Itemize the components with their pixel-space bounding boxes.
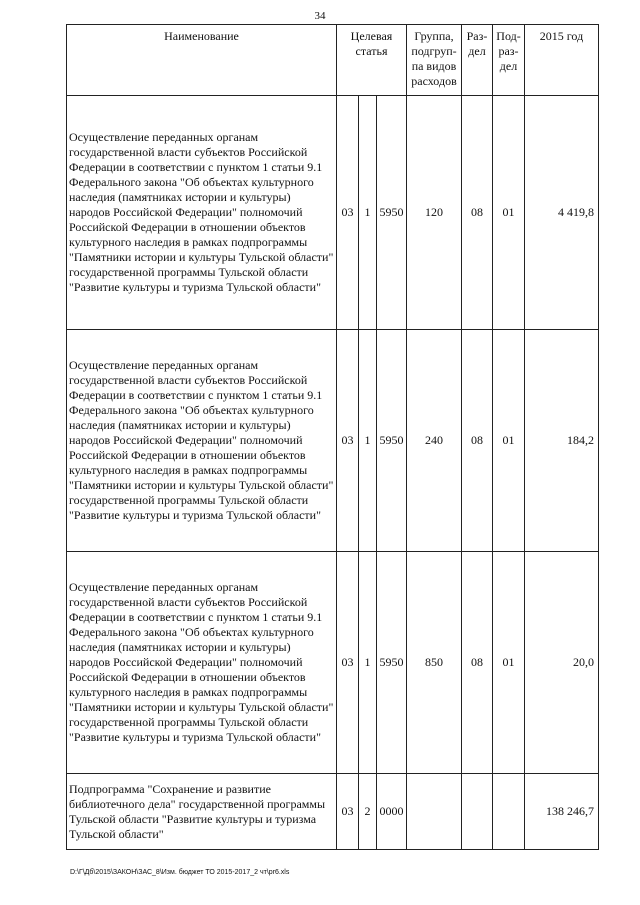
row-group: 240 [407, 330, 462, 552]
header-group: Группа, подгруп-па видов расходов [407, 25, 462, 96]
row-code2: 2 [359, 774, 377, 850]
header-subsection: Под-раз-дел [493, 25, 525, 96]
row-amount: 4 419,8 [525, 96, 599, 330]
row-section: 08 [462, 552, 493, 774]
header-name: Наименование [67, 25, 337, 96]
table-row [67, 96, 599, 330]
header-section: Раз-дел [462, 25, 493, 96]
table-row [67, 330, 599, 552]
row-name: Подпрограмма "Сохранение и развитие библиотечного дела" государственной программы Тульской области "Развитие культуры и туризма Тульской области" [67, 774, 337, 850]
row-name: Осуществление переданных органам государственной власти субъектов Российской Федерации в соответствии с пунктом 1 статьи 9.1 Федерального закона "Об объектах культурного наследия (памятниках истории и культуры) народов Российской Федерации" полномочий Российской Федерации в отношении объектов культурного наследия в рамках подпрограммы "Памятники истории и культуры Тульской области" государственной программы Тульской области "Развитие культуры и туризма Тульской области" [67, 552, 337, 774]
row-section [462, 774, 493, 850]
row-subsection: 01 [493, 552, 525, 774]
table-header-row [67, 25, 599, 96]
table-row [67, 774, 599, 850]
row-amount: 138 246,7 [525, 774, 599, 850]
row-subsection [493, 774, 525, 850]
row-code1: 03 [337, 330, 359, 552]
row-group: 850 [407, 552, 462, 774]
table-row [67, 552, 599, 774]
row-name: Осуществление переданных органам государственной власти субъектов Российской Федерации в соответствии с пунктом 1 статьи 9.1 Федерального закона "Об объектах культурного наследия (памятниках истории и культуры) народов Российской Федерации" полномочий Российской Федерации в отношении объектов культурного наследия в рамках подпрограммы "Памятники истории и культуры Тульской области" государственной программы Тульской области "Развитие культуры и туризма Тульской области" [67, 330, 337, 552]
row-section: 08 [462, 96, 493, 330]
row-subsection: 01 [493, 330, 525, 552]
page-number: 34 [314, 10, 326, 22]
row-name: Осуществление переданных органам государственной власти субъектов Российской Федерации в соответствии с пунктом 1 статьи 9.1 Федерального закона "Об объектах культурного наследия (памятниках истории и культуры) народов Российской Федерации" полномочий Российской Федерации в отношении объектов культурного наследия в рамках подпрограммы "Памятники истории и культуры Тульской области" государственной программы Тульской области "Развитие культуры и туризма Тульской области" [67, 96, 337, 330]
row-code3: 5950 [377, 552, 407, 774]
row-code1: 03 [337, 774, 359, 850]
row-code2: 1 [359, 96, 377, 330]
budget-table [66, 24, 599, 850]
row-group [407, 774, 462, 850]
row-code2: 1 [359, 552, 377, 774]
row-code3: 5950 [377, 330, 407, 552]
header-year: 2015 год [525, 25, 599, 96]
row-section: 08 [462, 330, 493, 552]
header-target-article: Целевая статья [337, 25, 407, 96]
row-code1: 03 [337, 552, 359, 774]
row-code3: 0000 [377, 774, 407, 850]
row-code3: 5950 [377, 96, 407, 330]
row-code1: 03 [337, 96, 359, 330]
row-subsection: 01 [493, 96, 525, 330]
file-path-footer: D:\Г\Дб\2015\ЗАКОН\ЗАС_8\Изм. бюджет ТО 2015-2017_2 чт\pr6.xls [70, 869, 290, 876]
row-group: 120 [407, 96, 462, 330]
row-amount: 20,0 [525, 552, 599, 774]
row-code2: 1 [359, 330, 377, 552]
row-amount: 184,2 [525, 330, 599, 552]
